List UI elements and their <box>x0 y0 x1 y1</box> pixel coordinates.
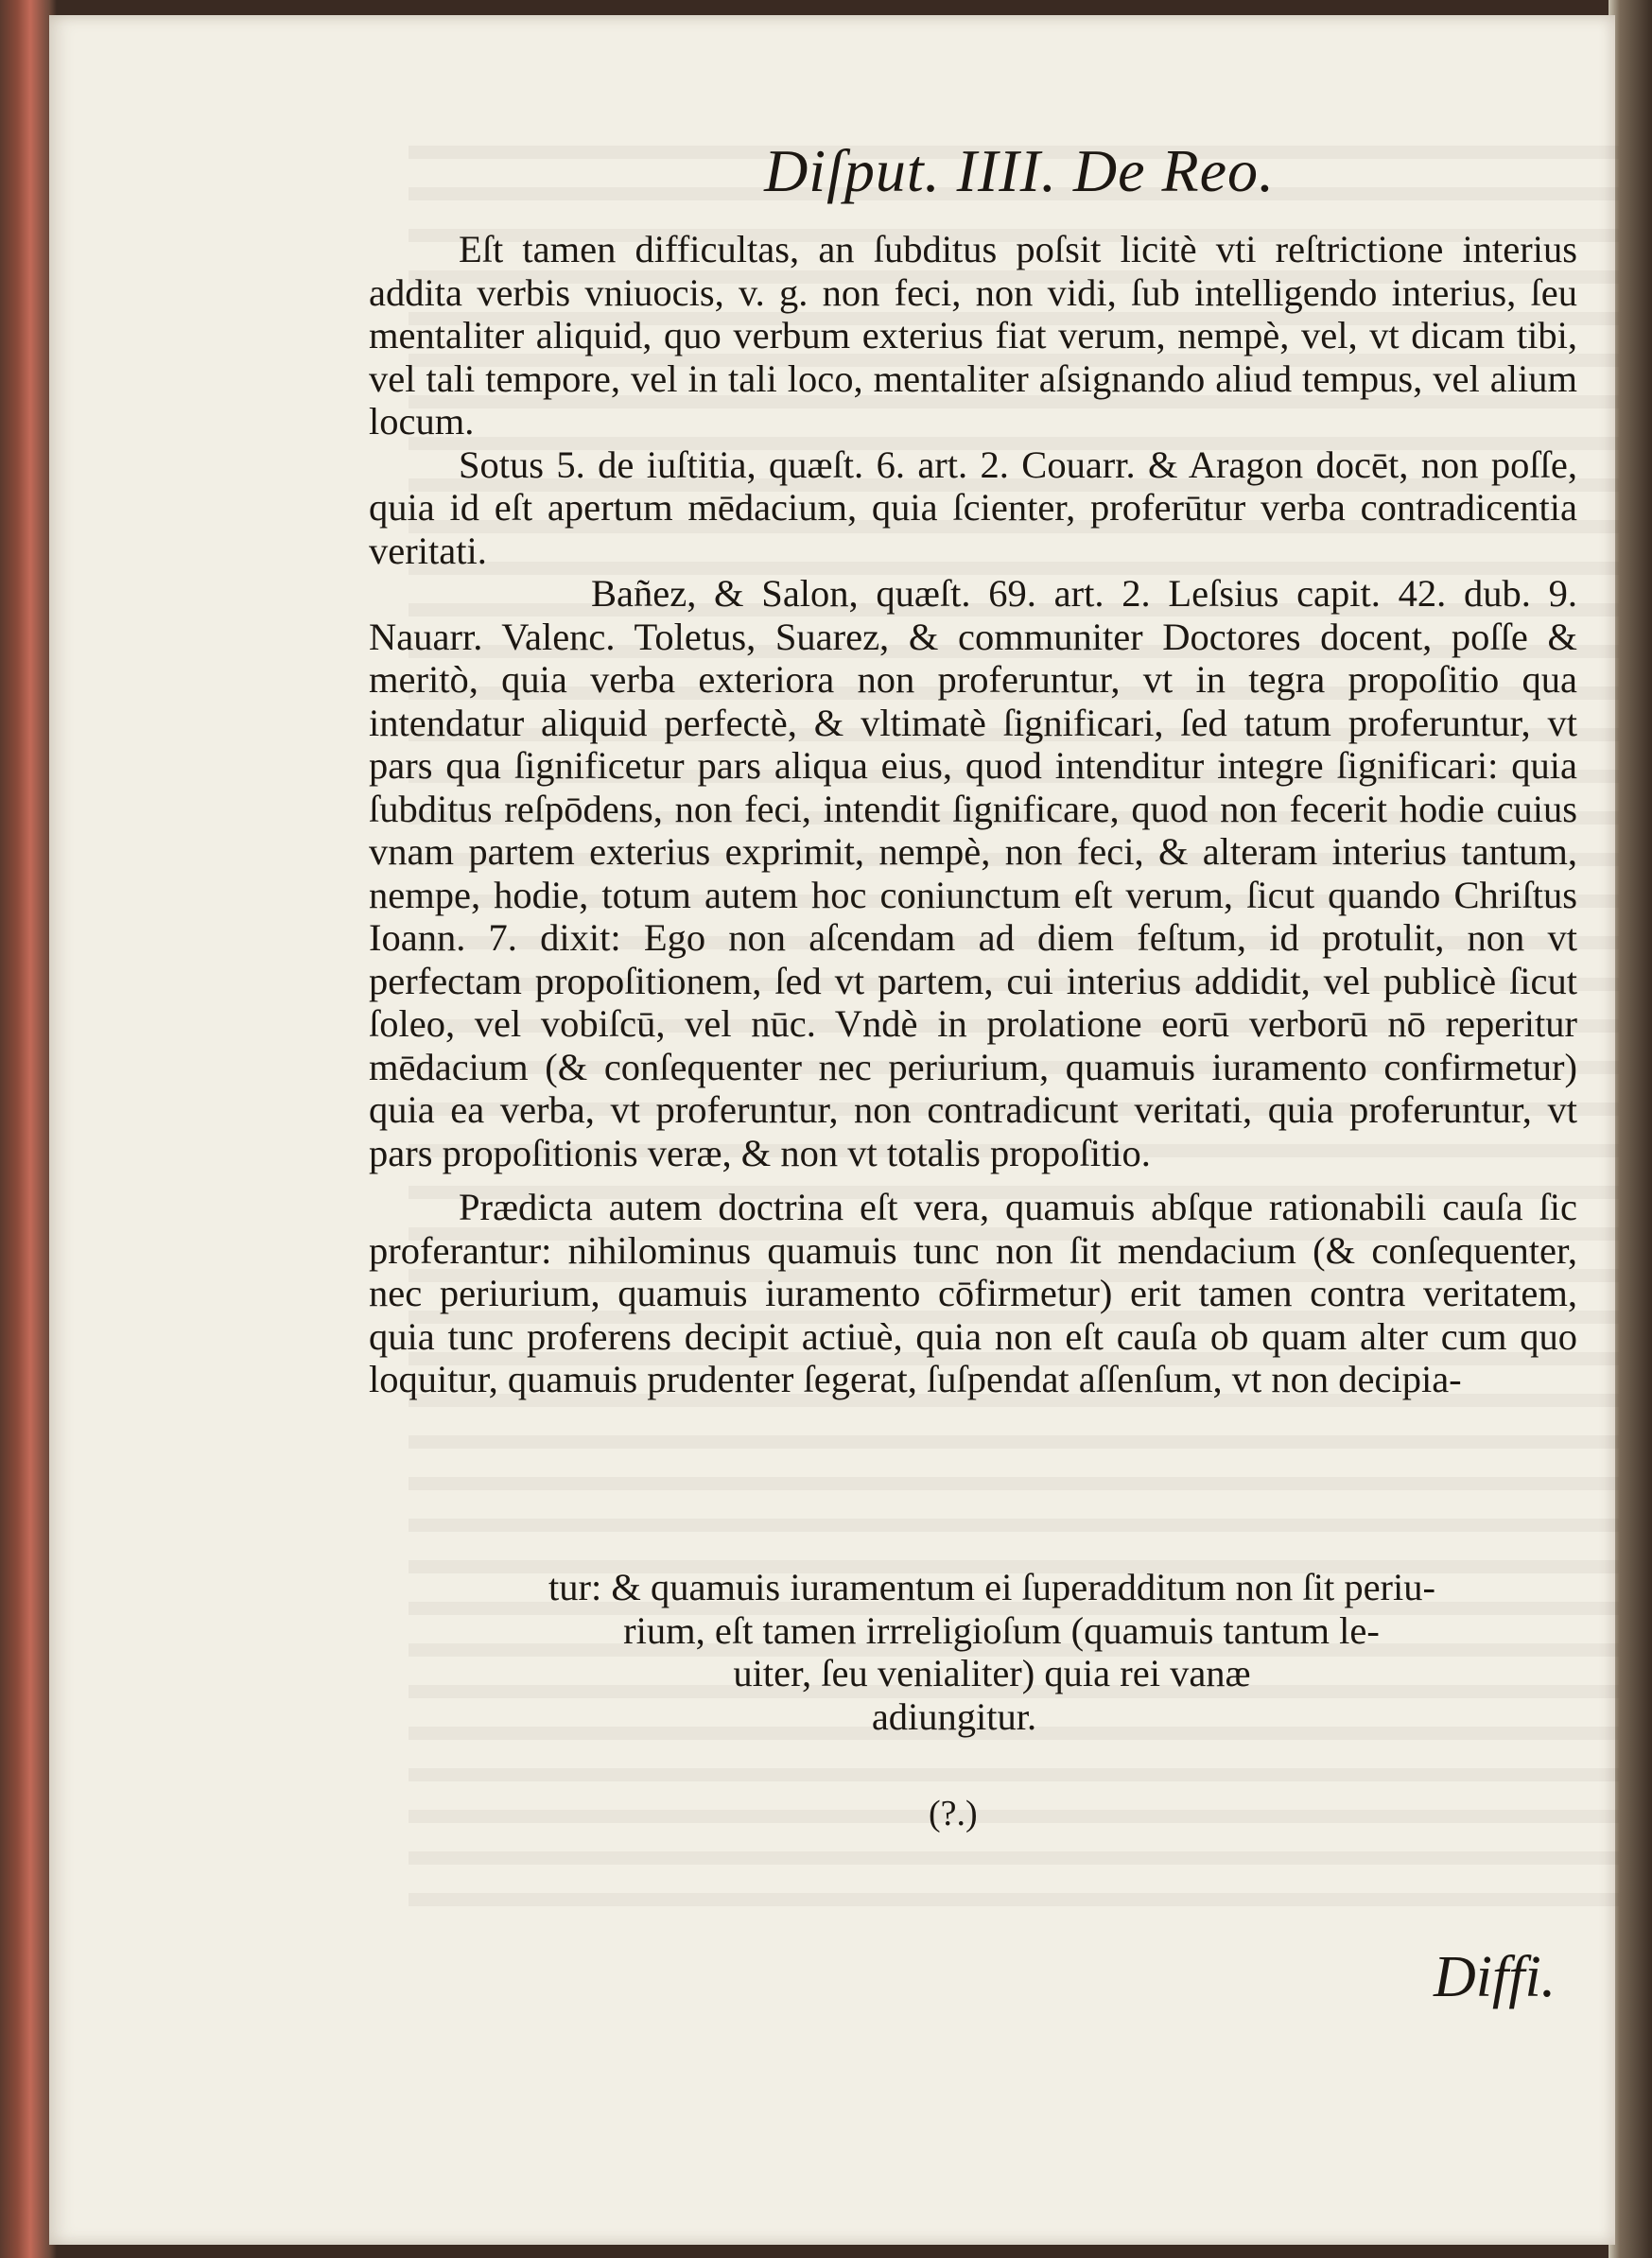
paragraph-3: Bañez, & Salon, quæſt. 69. art. 2. Leſsius capit. 42. dub. 9. Nauarr. Valenc. Toletus, Suarez, & communiter Doctores docent, poſſe & meritò, quia verba exteriora non proferuntur, vt in tegra propoſitio qua intendatur aliquid perfectè, & vltimatè ſignificari, ſed tatum proferuntur, vt pars qua ſignificetur pars aliqua eius, quod intenditur integre ſignificari: quia ſubditus reſpōdens, non feci, intendit ſignificare, quod non fecerit hodie cuius vnam partem exterius exprimit, nempè, non feci, & alteram interius tantum, nempe, hodie, totum autem hoc coniunctum eſt verum, ſicut quando Chriſtus Ioann. 7. dixit: Ego non aſcendam ad diem feſtum, id protulit, non vt perfectam propoſitionem, ſed vt partem, cui interius addidit, vel publicè ſicut ſoleo, vel vobiſcū, vel nūc. Vndè in prolatione eorū verborū nō reperitur mēdacium (& conſequenter nec periurium, quamuis iuramento confirmetur) quia ea verba, vt proferuntur, non contradicunt veritati, quia proferuntur, vt pars propoſitionis veræ, & non vt totalis propoſitio. <box>369 572 1577 1174</box>
tail-piece <box>369 1566 1577 1738</box>
body-text <box>369 228 1577 1401</box>
tail-line-2: rium, eſt tamen irrreligioſum (quamuis tantum le- <box>623 1608 1380 1652</box>
tail-line-4: adiungitur. <box>871 1694 1037 1738</box>
tail-line-3: uiter, ſeu venialiter) quia rei vanæ <box>733 1652 1251 1694</box>
paragraph-4: Prædicta autem doctrina eſt vera, quamuis abſque rationabili cauſa ſic proferantur: nihilominus quamuis tunc non ſit mendacium (& conſequenter, nec periurium, quamuis iuramento cōfirmetur) erit tamen contra veritatem, quia tunc proferens decipit actiuè, quia non eſt cauſa ob quam alter cum quo loquitur, quamuis prudenter ſegerat, ſuſpendat aſſenſum, vt non decipia- <box>369 1186 1577 1400</box>
book-page <box>49 15 1615 2245</box>
fleuron: (?.) <box>929 1794 978 1833</box>
tail-line-1: tur: & quamuis iuramentum ei ſuperadditum non ſit periu- <box>548 1566 1436 1608</box>
running-header: Diſput. IIII. De Reo. <box>764 137 1275 204</box>
catchword: Diffi. <box>1434 1945 1556 2009</box>
paragraph-2: Sotus 5. de iuſtitia, quæſt. 6. art. 2. Couarr. & Aragon docēt, non poſſe, quia id eſt apertum mēdacium, quia ſcienter, proferūtur verba contradicentia veritati. <box>369 443 1577 572</box>
paragraph-1: Eſt tamen difficultas, an ſubditus poſsit licitè vti reſtrictione interius addita verbis vniuocis, v. g. non feci, non vidi, ſub intelligendo interius, ſeu mentaliter aliquid, quo verbum exterius fiat verum, nempè, vel, vt dicam tibi, vel tali tempore, vel in tali loco, mentaliter aſsignando aliud tempus, vel alium locum. <box>369 228 1577 443</box>
